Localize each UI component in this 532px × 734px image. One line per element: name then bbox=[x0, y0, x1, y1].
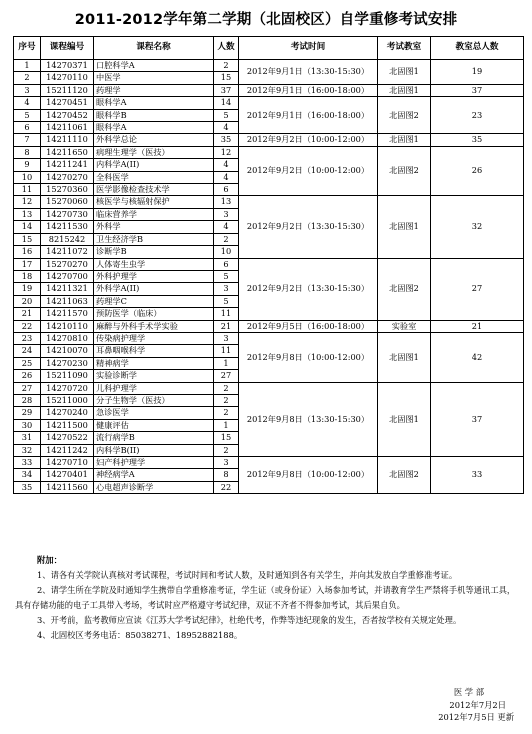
cell-course-name: 内科学B(II) bbox=[94, 444, 214, 456]
cell-exam-room: 北固图2 bbox=[378, 146, 431, 196]
cell-course-name: 精神病学 bbox=[94, 357, 214, 369]
cell-course-name: 药理学C bbox=[94, 295, 214, 307]
cell-no: 11 bbox=[14, 184, 41, 196]
cell-course-code: 14211530 bbox=[41, 221, 94, 233]
header-course-code: 课程编号 bbox=[41, 37, 94, 60]
cell-course-name: 预防医学（临床） bbox=[94, 308, 214, 320]
cell-no: 18 bbox=[14, 270, 41, 282]
table-row bbox=[14, 457, 524, 469]
cell-count: 11 bbox=[214, 308, 239, 320]
header-exam-room: 考试教室 bbox=[378, 37, 431, 60]
cell-course-name: 妇产科护理学 bbox=[94, 457, 214, 469]
schedule-table bbox=[13, 36, 524, 494]
cell-exam-room: 北固图1 bbox=[378, 196, 431, 258]
cell-count: 4 bbox=[214, 171, 239, 183]
cell-course-name: 眼科学A bbox=[94, 97, 214, 109]
cell-count: 10 bbox=[214, 246, 239, 258]
cell-no: 30 bbox=[14, 419, 41, 431]
cell-room-total: 23 bbox=[431, 97, 524, 134]
cell-course-code: 15211120 bbox=[41, 84, 94, 96]
cell-no: 21 bbox=[14, 308, 41, 320]
cell-count: 35 bbox=[214, 134, 239, 146]
cell-course-name: 外科学A(II) bbox=[94, 283, 214, 295]
cell-count: 11 bbox=[214, 345, 239, 357]
cell-course-name: 内科学A(II) bbox=[94, 159, 214, 171]
cell-course-code: 14270270 bbox=[41, 171, 94, 183]
cell-no: 5 bbox=[14, 109, 41, 121]
cell-count: 3 bbox=[214, 283, 239, 295]
cell-count: 21 bbox=[214, 320, 239, 332]
cell-exam-time: 2012年9月1日（16:00-18:00） bbox=[239, 97, 378, 134]
header-exam-time: 考试时间 bbox=[239, 37, 378, 60]
cell-course-name: 眼科学B bbox=[94, 109, 214, 121]
cell-no: 1 bbox=[14, 60, 41, 72]
cell-count: 5 bbox=[214, 295, 239, 307]
cell-no: 12 bbox=[14, 196, 41, 208]
cell-course-code: 15211090 bbox=[41, 370, 94, 382]
cell-exam-room: 实验室 bbox=[378, 320, 431, 332]
cell-course-code: 8215242 bbox=[41, 233, 94, 245]
cell-course-name: 分子生物学（医技） bbox=[94, 394, 214, 406]
cell-course-name: 耳鼻咽喉科学 bbox=[94, 345, 214, 357]
cell-count: 3 bbox=[214, 332, 239, 344]
cell-exam-room: 北固图1 bbox=[378, 84, 431, 96]
cell-course-code: 14270110 bbox=[41, 72, 94, 84]
cell-course-code: 15270360 bbox=[41, 184, 94, 196]
cell-no: 6 bbox=[14, 122, 41, 134]
header-room-total: 教室总人数 bbox=[431, 37, 524, 60]
cell-course-code: 14270240 bbox=[41, 407, 94, 419]
cell-count: 3 bbox=[214, 208, 239, 220]
table-body bbox=[14, 60, 524, 494]
signature-block bbox=[438, 686, 514, 724]
table-row bbox=[14, 60, 524, 72]
cell-course-name: 外科护理学 bbox=[94, 270, 214, 282]
cell-room-total: 37 bbox=[431, 382, 524, 456]
cell-course-name: 实验诊断学 bbox=[94, 370, 214, 382]
cell-course-code: 14210070 bbox=[41, 345, 94, 357]
cell-count: 2 bbox=[214, 60, 239, 72]
table-row bbox=[14, 134, 524, 146]
cell-count: 4 bbox=[214, 122, 239, 134]
table-row bbox=[14, 258, 524, 270]
cell-count: 15 bbox=[214, 432, 239, 444]
cell-course-code: 14270401 bbox=[41, 469, 94, 481]
header-course-name: 课程名称 bbox=[94, 37, 214, 60]
cell-course-code: 14211500 bbox=[41, 419, 94, 431]
cell-course-code: 14270522 bbox=[41, 432, 94, 444]
table-row bbox=[14, 84, 524, 96]
cell-exam-room: 北固图1 bbox=[378, 60, 431, 85]
note-item: 4、北固校区考务电话：85038271、18952882188。 bbox=[37, 630, 243, 640]
cell-course-code: 15211000 bbox=[41, 394, 94, 406]
cell-course-code: 14270371 bbox=[41, 60, 94, 72]
table-row bbox=[14, 332, 524, 344]
cell-course-name: 诊断学B bbox=[94, 246, 214, 258]
cell-no: 31 bbox=[14, 432, 41, 444]
cell-room-total: 33 bbox=[431, 457, 524, 494]
cell-exam-time: 2012年9月8日（13:30-15:30） bbox=[239, 382, 378, 456]
cell-count: 2 bbox=[214, 394, 239, 406]
cell-course-code: 14211241 bbox=[41, 159, 94, 171]
cell-room-total: 37 bbox=[431, 84, 524, 96]
cell-course-name: 卫生经济学B bbox=[94, 233, 214, 245]
cell-count: 15 bbox=[214, 72, 239, 84]
cell-course-name: 儿科护理学 bbox=[94, 382, 214, 394]
cell-no: 3 bbox=[14, 84, 41, 96]
cell-exam-room: 北固图1 bbox=[378, 134, 431, 146]
signature-updated: 2012年7月5日 更新 bbox=[438, 712, 514, 722]
cell-no: 34 bbox=[14, 469, 41, 481]
cell-course-name: 口腔科学A bbox=[94, 60, 214, 72]
cell-count: 5 bbox=[214, 270, 239, 282]
cell-no: 22 bbox=[14, 320, 41, 332]
cell-course-code: 14211072 bbox=[41, 246, 94, 258]
signature-date: 2012年7月2日 bbox=[449, 699, 506, 710]
cell-course-code: 14211063 bbox=[41, 295, 94, 307]
note-item: 3、开考前，监考教师应宣读《江苏大学考试纪律》，杜绝代考，作弊等违纪现象的发生，否者按学校有关规定处理。 bbox=[37, 615, 462, 625]
cell-course-name: 麻醉与外科手术学实验 bbox=[94, 320, 214, 332]
notes-heading: 附加： bbox=[37, 555, 62, 565]
cell-count: 1 bbox=[214, 419, 239, 431]
cell-exam-room: 北固图2 bbox=[378, 258, 431, 320]
cell-no: 9 bbox=[14, 159, 41, 171]
cell-course-code: 14211570 bbox=[41, 308, 94, 320]
cell-count: 2 bbox=[214, 233, 239, 245]
cell-course-name: 人体寄生虫学 bbox=[94, 258, 214, 270]
cell-exam-time: 2012年9月2日（10:00-12:00） bbox=[239, 146, 378, 196]
cell-course-code: 14211061 bbox=[41, 122, 94, 134]
cell-course-name: 核医学与核辐射保护 bbox=[94, 196, 214, 208]
cell-course-code: 15270060 bbox=[41, 196, 94, 208]
cell-course-code: 14270710 bbox=[41, 457, 94, 469]
cell-no: 29 bbox=[14, 407, 41, 419]
cell-count: 4 bbox=[214, 159, 239, 171]
cell-no: 26 bbox=[14, 370, 41, 382]
table-row bbox=[14, 146, 524, 158]
cell-exam-time: 2012年9月8日（10:00-12:00） bbox=[239, 457, 378, 494]
cell-count: 4 bbox=[214, 221, 239, 233]
cell-no: 32 bbox=[14, 444, 41, 456]
cell-course-name: 病理生理学（医技） bbox=[94, 146, 214, 158]
cell-exam-room: 北固图2 bbox=[378, 457, 431, 494]
cell-course-name: 急诊医学 bbox=[94, 407, 214, 419]
page-title: 2011-2012学年第二学期（北固校区）自学重修考试安排 bbox=[74, 12, 458, 28]
cell-exam-time: 2012年9月1日（13:30-15:30） bbox=[239, 60, 378, 85]
cell-course-name: 传染病护理学 bbox=[94, 332, 214, 344]
cell-no: 23 bbox=[14, 332, 41, 344]
cell-exam-time: 2012年9月8日（10:00-12:00） bbox=[239, 332, 378, 382]
cell-no: 17 bbox=[14, 258, 41, 270]
table-row bbox=[14, 382, 524, 394]
cell-course-code: 14211321 bbox=[41, 283, 94, 295]
cell-room-total: 42 bbox=[431, 332, 524, 382]
cell-exam-room: 北固图1 bbox=[378, 382, 431, 456]
cell-course-code: 15270270 bbox=[41, 258, 94, 270]
cell-count: 27 bbox=[214, 370, 239, 382]
table-header-row bbox=[14, 37, 524, 60]
cell-count: 13 bbox=[214, 196, 239, 208]
cell-course-name: 神经病学A bbox=[94, 469, 214, 481]
cell-exam-time: 2012年9月5日（16:00-18:00） bbox=[239, 320, 378, 332]
cell-count: 8 bbox=[214, 469, 239, 481]
cell-room-total: 21 bbox=[431, 320, 524, 332]
cell-course-name: 中医学 bbox=[94, 72, 214, 84]
cell-course-code: 14210110 bbox=[41, 320, 94, 332]
cell-no: 15 bbox=[14, 233, 41, 245]
cell-course-name: 流行病学B bbox=[94, 432, 214, 444]
notes-section bbox=[15, 553, 521, 643]
cell-count: 12 bbox=[214, 146, 239, 158]
cell-course-code: 14211650 bbox=[41, 146, 94, 158]
cell-course-name: 心电超声诊断学 bbox=[94, 481, 214, 493]
note-item: 1、请各有关学院认真核对考试课程，考试时间和考试人数，及时通知到各有关学生，并向其发放自学重修准考证。 bbox=[37, 570, 458, 580]
cell-course-name: 健康评估 bbox=[94, 419, 214, 431]
cell-count: 6 bbox=[214, 184, 239, 196]
cell-no: 16 bbox=[14, 246, 41, 258]
cell-no: 25 bbox=[14, 357, 41, 369]
cell-course-name: 临床营养学 bbox=[94, 208, 214, 220]
cell-count: 2 bbox=[214, 444, 239, 456]
cell-course-code: 14270700 bbox=[41, 270, 94, 282]
cell-course-code: 14211110 bbox=[41, 134, 94, 146]
table-row bbox=[14, 320, 524, 332]
cell-course-name: 外科学总论 bbox=[94, 134, 214, 146]
cell-no: 35 bbox=[14, 481, 41, 493]
cell-count: 5 bbox=[214, 109, 239, 121]
cell-no: 33 bbox=[14, 457, 41, 469]
table-row bbox=[14, 196, 524, 208]
cell-exam-time: 2012年9月2日（13:30-15:30） bbox=[239, 196, 378, 258]
table-row bbox=[14, 97, 524, 109]
cell-count: 2 bbox=[214, 407, 239, 419]
cell-room-total: 35 bbox=[431, 134, 524, 146]
cell-count: 3 bbox=[214, 457, 239, 469]
signature-dept: 医 学 部 bbox=[453, 687, 484, 697]
cell-course-name: 全科医学 bbox=[94, 171, 214, 183]
cell-exam-time: 2012年9月2日（13:30-15:30） bbox=[239, 258, 378, 320]
cell-course-name: 医学影像检查技术学 bbox=[94, 184, 214, 196]
cell-room-total: 26 bbox=[431, 146, 524, 196]
cell-no: 10 bbox=[14, 171, 41, 183]
cell-no: 7 bbox=[14, 134, 41, 146]
header-count: 人数 bbox=[214, 37, 239, 60]
cell-count: 22 bbox=[214, 481, 239, 493]
cell-no: 4 bbox=[14, 97, 41, 109]
cell-no: 8 bbox=[14, 146, 41, 158]
cell-course-name: 外科学 bbox=[94, 221, 214, 233]
cell-course-code: 14211560 bbox=[41, 481, 94, 493]
cell-room-total: 32 bbox=[431, 196, 524, 258]
cell-count: 14 bbox=[214, 97, 239, 109]
cell-no: 27 bbox=[14, 382, 41, 394]
cell-room-total: 19 bbox=[431, 60, 524, 85]
cell-exam-time: 2012年9月1日（16:00-18:00） bbox=[239, 84, 378, 96]
cell-course-code: 14270451 bbox=[41, 97, 94, 109]
cell-course-code: 14270720 bbox=[41, 382, 94, 394]
note-item: 2、请学生所在学院及时通知学生携带自学重修准考证，学生证（或身份证）入场参加考试，并请教育学生严禁将手机等通讯工具，具有存储功能的电子工具带入考场，考试时应严格遵守考试纪律，双证不齐者不得参加考试，其后果自负。 bbox=[15, 585, 516, 610]
cell-no: 14 bbox=[14, 221, 41, 233]
cell-no: 2 bbox=[14, 72, 41, 84]
cell-no: 13 bbox=[14, 208, 41, 220]
cell-count: 6 bbox=[214, 258, 239, 270]
cell-exam-time: 2012年9月2日（10:00-12:00） bbox=[239, 134, 378, 146]
cell-count: 1 bbox=[214, 357, 239, 369]
cell-room-total: 27 bbox=[431, 258, 524, 320]
cell-count: 2 bbox=[214, 382, 239, 394]
header-no: 序号 bbox=[14, 37, 41, 60]
cell-course-name: 药理学 bbox=[94, 84, 214, 96]
cell-no: 24 bbox=[14, 345, 41, 357]
cell-course-code: 14211242 bbox=[41, 444, 94, 456]
cell-course-code: 14270810 bbox=[41, 332, 94, 344]
cell-course-code: 14270730 bbox=[41, 208, 94, 220]
cell-no: 28 bbox=[14, 394, 41, 406]
cell-no: 20 bbox=[14, 295, 41, 307]
cell-no: 19 bbox=[14, 283, 41, 295]
cell-count: 37 bbox=[214, 84, 239, 96]
cell-exam-room: 北固图1 bbox=[378, 332, 431, 382]
cell-course-code: 14270230 bbox=[41, 357, 94, 369]
cell-course-name: 眼科学A bbox=[94, 122, 214, 134]
cell-course-code: 14270452 bbox=[41, 109, 94, 121]
cell-exam-room: 北固图2 bbox=[378, 97, 431, 134]
